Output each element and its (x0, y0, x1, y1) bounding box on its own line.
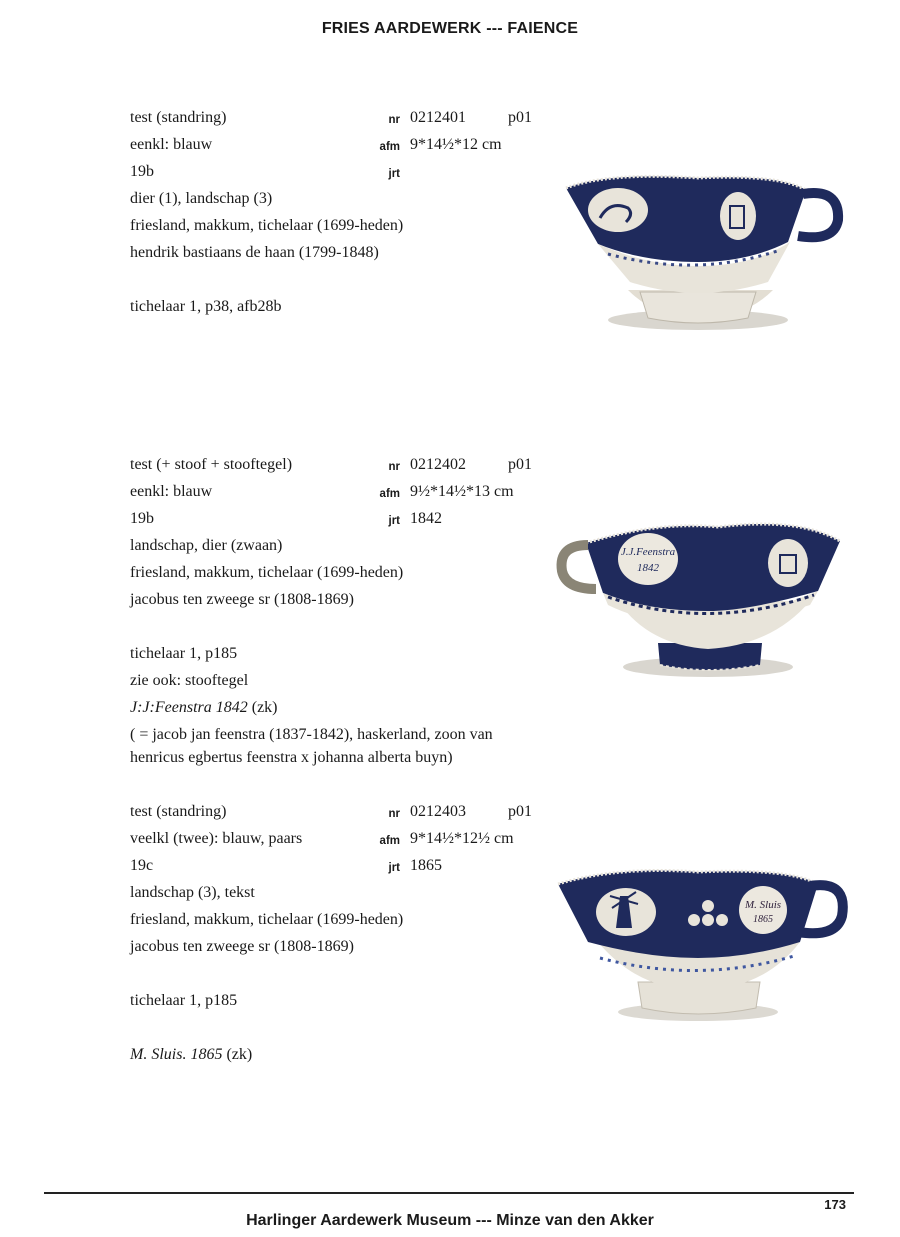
row-opmerking (0, 671, 560, 697)
row-literatuur (0, 991, 560, 1017)
opschrift-note-line-2: henricus egbertus feenstra x johanna alberta buyn) (130, 749, 453, 766)
row-voorstelling (0, 536, 560, 562)
value-nr: 0212401 (410, 109, 466, 126)
photo-object-2 (548, 515, 858, 690)
value-fabrikaat: friesland, makkum, tichelaar (1699-heden) (130, 217, 404, 234)
opschrift-note (130, 723, 493, 769)
label-nr: nr (388, 808, 400, 820)
label-jrt: jrt (388, 168, 400, 180)
row-opmerking (0, 324, 560, 350)
value-voorwerp: test (standring) (130, 109, 227, 126)
photo-object-1 (548, 170, 858, 340)
row-voorwerp (0, 108, 560, 134)
opschrift-inscription: J:J:Feenstra 1842 (130, 699, 248, 716)
value-kleur: veelkl (twee): blauw, paars (130, 830, 303, 847)
photo-inscription-line-1: M. Sluis (744, 899, 782, 911)
opschrift-suffix: (zk) (247, 699, 278, 716)
value-datering: 19b (130, 163, 154, 180)
row-kleur (0, 829, 560, 855)
row-fabrikaat (0, 216, 560, 242)
value-voorwerp: test (+ stoof + stooftegel) (130, 456, 293, 473)
opschrift-suffix: (zk) (222, 1046, 253, 1063)
opschrift-note-line-1: ( = jacob jan feenstra (1837-1842), haskerland, zoon van (130, 726, 493, 743)
value-literatuur: tichelaar 1, p185 (130, 992, 238, 1009)
value-voorwerp: test (standring) (130, 803, 227, 820)
value-afm: 9*14½*12 cm (410, 136, 502, 153)
photo-inscription-line-1: J.J.Feenstra (620, 546, 676, 558)
value-opmerking: zie ook: stooftegel (130, 672, 249, 689)
value-fabrikaat: friesland, makkum, tichelaar (1699-heden) (130, 911, 404, 928)
value-nr: 0212403 (410, 803, 466, 820)
value-schilder: hendrik bastiaans de haan (1799-1848) (130, 244, 379, 261)
row-opschrift (0, 351, 560, 377)
value-literatuur: tichelaar 1, p38, afb28b (130, 298, 282, 315)
value-datering: 19b (130, 510, 154, 527)
value-afm: 9½*14½*13 cm (410, 483, 514, 500)
row-schilder (0, 937, 560, 963)
value-opschrift (130, 699, 278, 717)
row-voorbeeld (0, 617, 560, 643)
row-opschrift (0, 1045, 560, 1071)
bowl-illustration-1 (548, 170, 858, 340)
bowl-illustration-3 (548, 862, 858, 1032)
label-afm: afm (379, 488, 400, 500)
value-voorstelling: landschap, dier (zwaan) (130, 537, 283, 554)
value-jrt: 1842 (410, 510, 442, 527)
opschrift-inscription: M. Sluis. 1865 (130, 1046, 223, 1063)
value-literatuur: tichelaar 1, p185 (130, 645, 238, 662)
value-afm: 9*14½*12½ cm (410, 830, 514, 847)
label-nr: nr (388, 114, 400, 126)
row-datering (0, 509, 560, 535)
label-jrt: jrt (388, 515, 400, 527)
row-voorwerp (0, 802, 560, 828)
row-datering (0, 856, 560, 882)
value-opschrift (130, 1046, 252, 1064)
label-nr: nr (388, 461, 400, 473)
row-literatuur (0, 297, 560, 323)
row-voorstelling (0, 189, 560, 215)
label-afm: afm (379, 141, 400, 153)
row-schilder (0, 590, 560, 616)
value-schilder: jacobus ten zweege sr (1808-1869) (130, 938, 354, 955)
photo-inscription-line-2: 1842 (637, 562, 659, 574)
label-jrt: jrt (388, 862, 400, 874)
row-fabrikaat (0, 910, 560, 936)
value-schilder: jacobus ten zweege sr (1808-1869) (130, 591, 354, 608)
row-opmerking (0, 1018, 560, 1044)
footer-divider (44, 1192, 854, 1194)
value-page: p01 (508, 456, 532, 473)
row-opschrift (0, 698, 560, 724)
value-page: p01 (508, 803, 532, 820)
value-kleur: eenkl: blauw (130, 483, 213, 500)
value-datering: 19c (130, 857, 154, 874)
value-jrt: 1865 (410, 857, 442, 874)
row-voorbeeld (0, 964, 560, 990)
label-afm: afm (379, 835, 400, 847)
photo-inscription-line-2: 1865 (753, 914, 773, 925)
value-voorstelling: landschap (3), tekst (130, 884, 255, 901)
value-page: p01 (508, 109, 532, 126)
row-fabrikaat (0, 563, 560, 589)
page-title: FRIES AARDEWERK --- FAIENCE (321, 20, 579, 37)
row-literatuur (0, 644, 560, 670)
row-datering (0, 162, 560, 188)
footer-credit: Harlinger Aardewerk Museum --- Minze van den Akker (246, 1212, 654, 1229)
page-number: 173 (824, 1197, 846, 1212)
value-fabrikaat: friesland, makkum, tichelaar (1699-heden) (130, 564, 404, 581)
row-schilder (0, 243, 560, 269)
row-kleur (0, 135, 560, 161)
row-voorwerp (0, 455, 560, 481)
value-nr: 0212402 (410, 456, 466, 473)
photo-object-3 (548, 862, 858, 1032)
value-voorstelling: dier (1), landschap (3) (130, 190, 273, 207)
row-voorbeeld (0, 270, 560, 296)
row-kleur (0, 482, 560, 508)
value-kleur: eenkl: blauw (130, 136, 213, 153)
row-voorstelling (0, 883, 560, 909)
bowl-illustration-2 (548, 515, 858, 690)
